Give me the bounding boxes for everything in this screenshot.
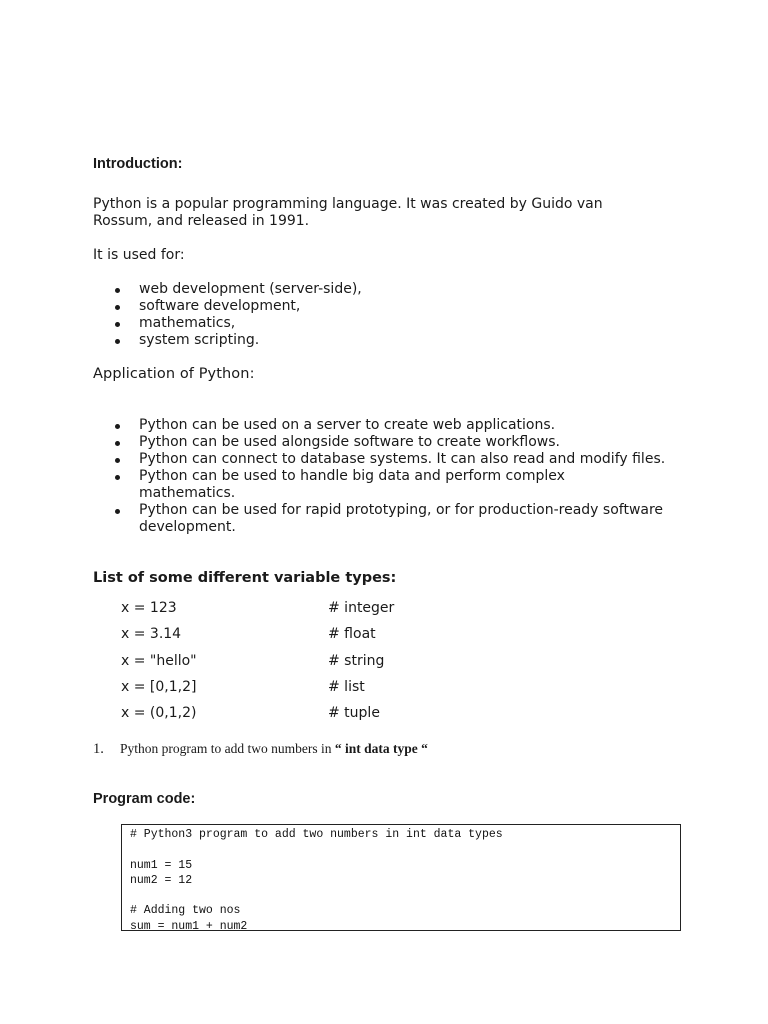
list-item: Python can be used alongside software to create workflows. [93,434,673,451]
task-item [93,741,428,758]
variable-comment: # string [328,652,385,669]
list-item [121,626,541,652]
list-item: Python can be used to handle big data and perform complex mathematics. [93,468,619,502]
list-item: mathematics, [93,315,673,332]
code-block: # Python3 program to add two numbers in int data types num1 = 15 num2 = 12 # Adding two nos sum = num1 + num2 [121,824,681,931]
intro-paragraph: Python is a popular programming language. It was created by Guido van Rossum, and released in 1991. [93,196,603,229]
list-item [121,705,541,731]
variable-comment: # integer [328,600,395,616]
variable-comment: # list [328,678,365,695]
bullet-icon [115,441,120,446]
variable-code: x = 3.14 [121,626,182,643]
variable-comment: # tuple [328,705,380,722]
application-heading: Application of Python: [93,366,255,382]
introduction-heading: Introduction: [93,156,183,172]
variable-code: x = 123 [121,600,177,616]
task-text: Python program to add two numbers in [120,741,335,756]
variables-heading: List of some different variable types: [93,570,397,586]
variable-code: x = "hello" [121,652,197,669]
bullet-icon [115,424,120,429]
list-item: Python can connect to database systems. It can also read and modify files. [93,451,669,468]
program-code-heading: Program code: [93,791,196,807]
list-item: Python can be used on a server to create web applications. [93,417,673,434]
list-item [121,679,541,705]
variable-code: x = (0,1,2) [121,705,197,722]
list-item: software development, [93,298,673,315]
list-item [121,600,541,626]
task-emphasis: “ int data type “ [334,741,428,756]
bullet-icon [115,305,120,310]
variable-code: x = [0,1,2] [121,678,197,695]
application-list [93,417,673,536]
list-item: web development (server-side), [93,281,673,298]
list-item: system scripting. [93,332,673,349]
used-for-label: It is used for: [93,247,185,263]
variable-comment: # float [328,626,376,643]
bullet-icon [115,339,120,344]
bullet-icon [115,288,120,293]
task-number: 1. [93,741,104,757]
list-item: Python can be used for rapid prototyping, or for production-ready software development. [93,502,669,536]
variables-list [121,600,541,731]
bullet-icon [115,475,120,480]
list-item [121,653,541,679]
bullet-icon [115,322,120,327]
uses-list [93,281,673,349]
bullet-icon [115,509,120,514]
bullet-icon [115,458,120,463]
